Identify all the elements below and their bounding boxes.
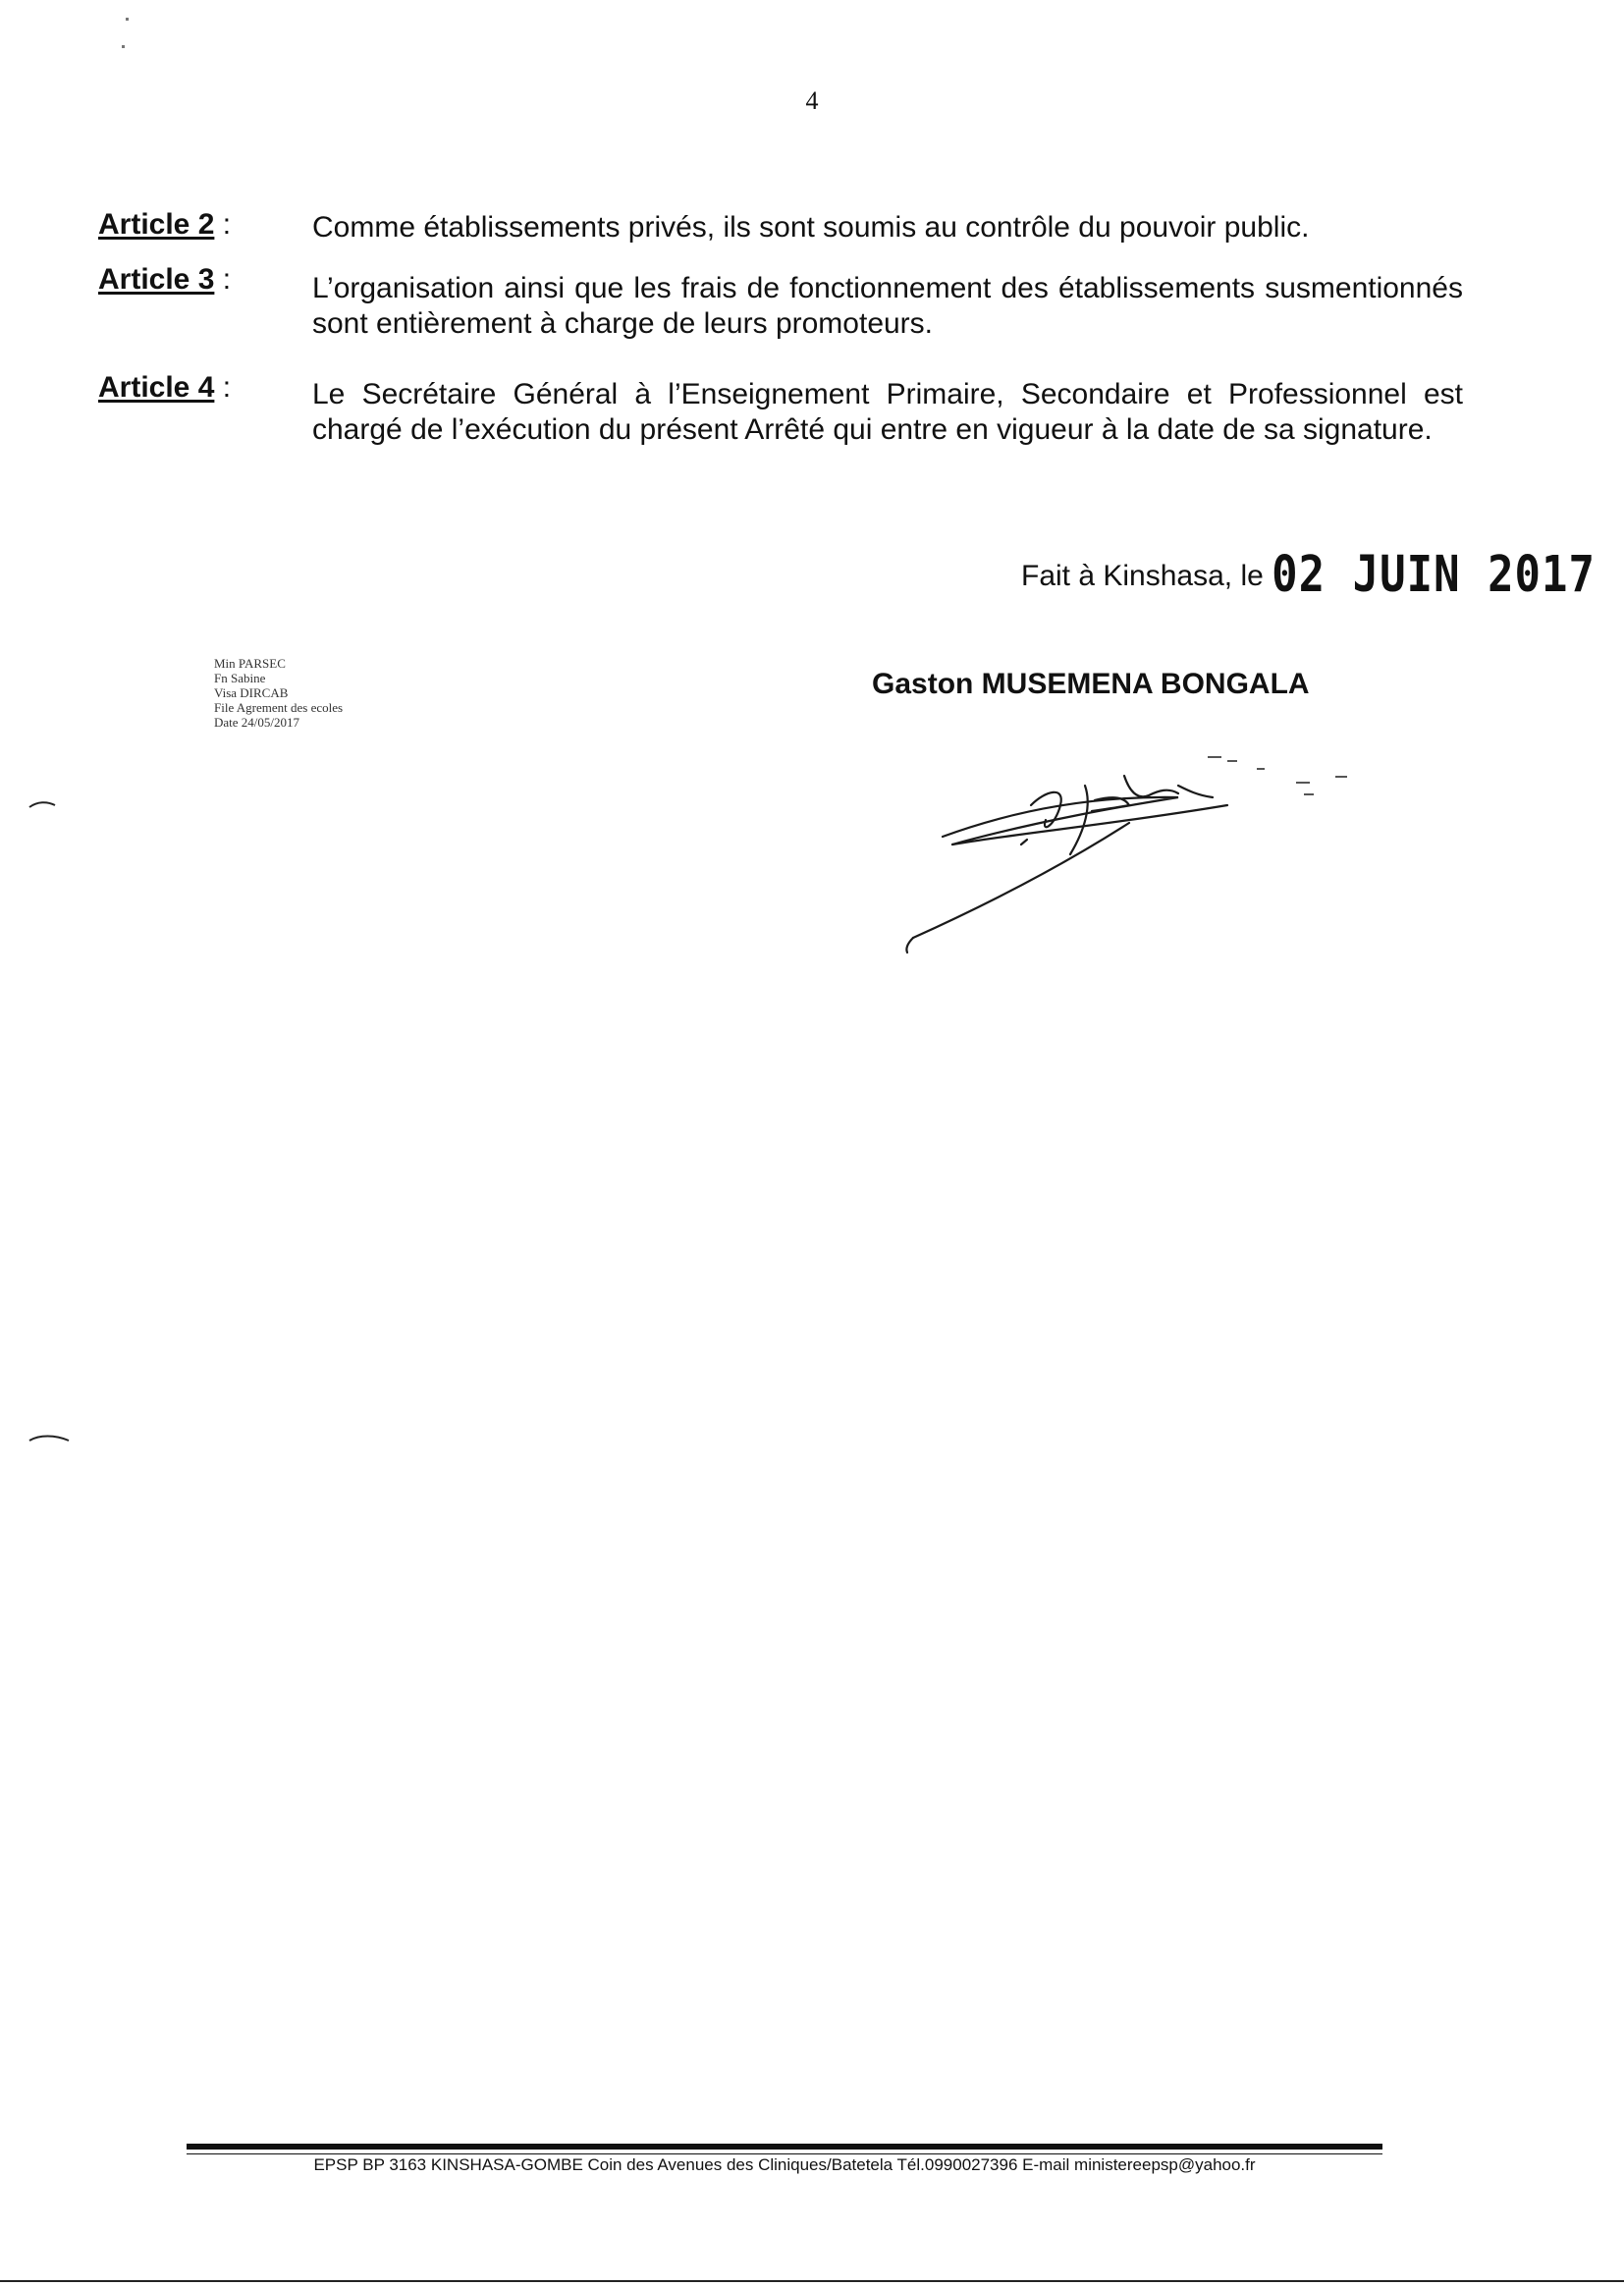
routing-line: Visa DIRCAB (214, 685, 289, 700)
footer-rule (187, 2144, 1382, 2150)
article-2-label: Article 2 : (98, 208, 232, 241)
article-3-text: L’organisation ainsi que les frais de fonctionnement des établissements susmentionnés sont entièrement à charge de leurs promoteurs. (312, 272, 1463, 340)
closing-line (1021, 546, 1597, 604)
handwritten-signature (884, 746, 1394, 972)
footer-address: EPSP BP 3163 KINSHASA-GOMBE Coin des Avenues des Cliniques/Batetela Tél.0990027396 E-mail ministereepsp@yahoo.fr (313, 2155, 1256, 2174)
scan-speck (122, 45, 125, 48)
article-3-label: Article 3 : (98, 263, 232, 296)
routing-line: Min PARSEC (214, 656, 286, 671)
routing-line: Fn Sabine (214, 671, 266, 685)
routing-line: Date 24/05/2017 (214, 715, 300, 730)
scan-bottom-edge (0, 2280, 1624, 2282)
margin-mark (0, 795, 59, 815)
place-prefix: Fait à Kinshasa, le (1021, 560, 1264, 592)
routing-slip (214, 656, 450, 730)
article-2-text: Comme établissements privés, ils sont soumis au contrôle du pouvoir public. (312, 211, 1310, 244)
article-label-text: Article 3 (98, 263, 215, 296)
page-number: 4 (805, 86, 819, 115)
scan-speck (126, 18, 129, 21)
signatory-name: Gaston MUSEMENA BONGALA (872, 668, 1310, 700)
article-4-label: Article 4 : (98, 371, 232, 404)
article-label-text: Article 4 (98, 371, 215, 404)
margin-mark (0, 1429, 79, 1448)
stamped-date: 02 JUIN 2017 (1272, 546, 1597, 604)
article-label-text: Article 2 (98, 208, 215, 241)
article-4-text: Le Secrétaire Général à l’Enseignement Primaire, Secondaire et Professionnel est chargé de l’exécution du présent Arrêté qui entre en vigueur à la date de sa signature. (312, 378, 1463, 446)
routing-line: File Agrement des ecoles (214, 700, 344, 715)
footer-rule-thin (187, 2153, 1382, 2154)
